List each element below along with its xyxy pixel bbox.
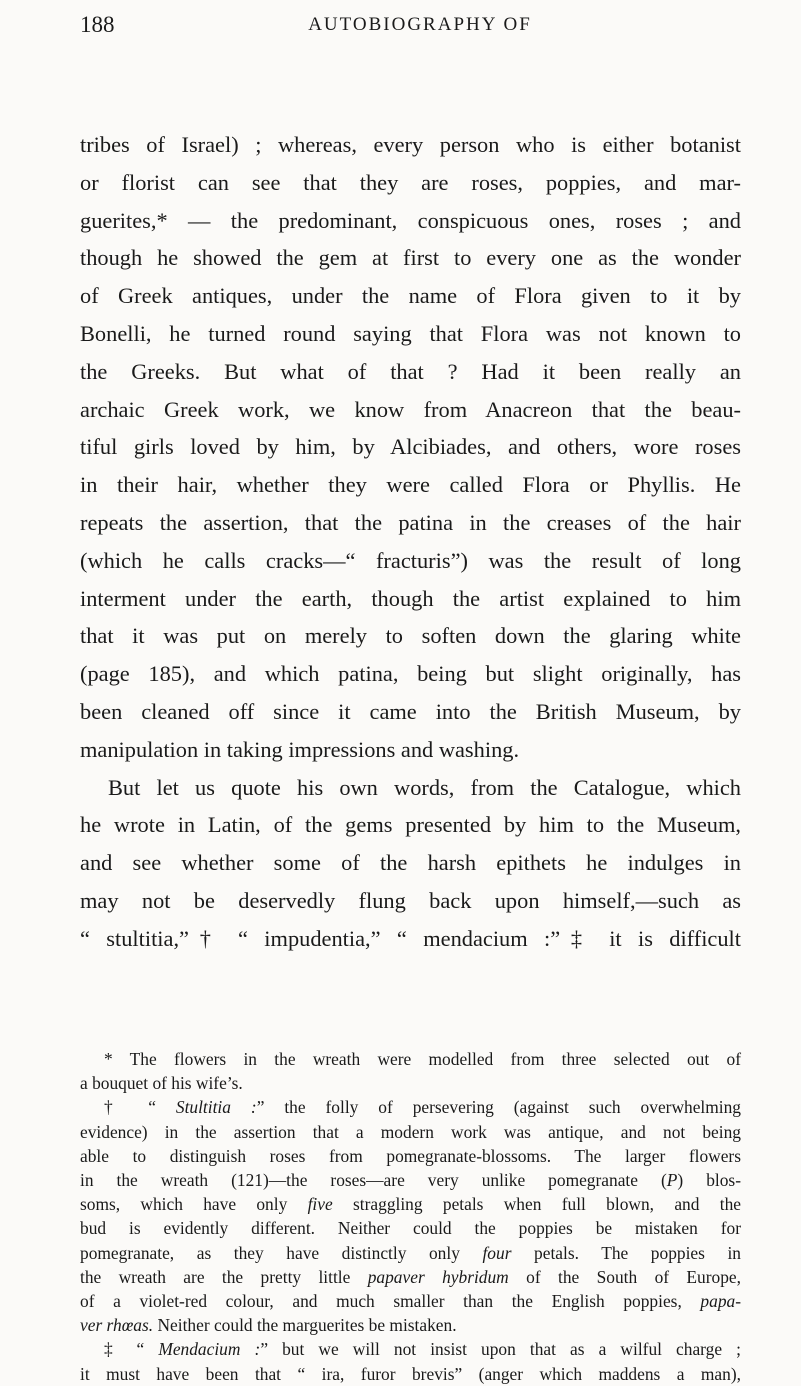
text-line: that it was put on merely to soften down the glaring white xyxy=(80,623,741,649)
text-line: or florist can see that they are roses, poppies, and mar- xyxy=(80,169,741,195)
footnote-italic: P xyxy=(666,1170,678,1191)
paragraph-1 xyxy=(80,126,741,769)
text-line: of Greek antiques, under the name of Flora given to it by xyxy=(80,283,741,309)
footnote-text: in the wreath (121)—the roses—are very unlike pomegranate ( xyxy=(80,1170,667,1191)
footnote-italic: papaver hybridum xyxy=(367,1266,509,1287)
footnote-line xyxy=(80,1095,741,1119)
main-text xyxy=(80,126,741,958)
footnote-double-dagger xyxy=(80,1337,741,1385)
footnote-line xyxy=(80,1168,741,1192)
footnote-text: straggling petals when full blown, and the xyxy=(332,1194,741,1215)
text-line: may not be deservedly flung back upon himself,—such as xyxy=(80,887,741,913)
footnote-italic: four xyxy=(482,1242,512,1263)
footnotes xyxy=(80,1047,741,1386)
footnote-italic: papa- xyxy=(700,1291,741,1312)
text-line: (page 185), and which patina, being but slight originally, has xyxy=(80,661,741,687)
text-line: and see whether some of the harsh epithets he indulges in xyxy=(80,850,741,876)
quote-open: ‡ “ xyxy=(104,1339,159,1360)
footnote-text: ” but we will not insist upon that as a wilful charge ; xyxy=(260,1339,741,1360)
footnote-text: pomegranate, as they have distinctly only xyxy=(80,1242,483,1263)
text-line: though he showed the gem at first to every one as the wonder xyxy=(80,245,741,271)
footnote-dagger xyxy=(80,1095,741,1337)
footnote-text: Neither could the marguerites be mistaken. xyxy=(153,1315,457,1336)
paragraph-2 xyxy=(80,769,741,958)
text-line: (which he calls cracks—“ fracturis”) was the result of long xyxy=(80,547,741,573)
footnote-term: Mendacium : xyxy=(158,1339,261,1360)
text-line: archaic Greek work, we know from Anacreon that the beau- xyxy=(80,396,741,422)
text-line: the Greeks. But what of that ? Had it been really an xyxy=(80,358,741,384)
footnote-italic: five xyxy=(307,1194,333,1215)
footnote-line xyxy=(80,1192,741,1216)
footnote-line xyxy=(80,1265,741,1289)
footnote-italic: ver rhœas. xyxy=(80,1315,154,1336)
footnote-line xyxy=(80,1313,741,1337)
footnote-asterisk xyxy=(80,1047,741,1095)
footnote-text: the wreath are the pretty little xyxy=(80,1266,368,1287)
footnote-text: of the South of Europe, xyxy=(508,1266,741,1287)
page-header xyxy=(80,12,740,46)
text-line: tribes of Israel) ; whereas, every person who is either botanist xyxy=(80,132,741,157)
footnote-text: of a violet-red colour, and much smaller than the English poppies, xyxy=(80,1291,701,1312)
footnote-text: petals. The poppies in xyxy=(511,1242,741,1263)
footnote-line xyxy=(80,1337,741,1361)
footnote-line: able to distinguish roses from pomegranate-blossoms. The larger flowers xyxy=(80,1145,741,1166)
footnote-line xyxy=(80,1289,741,1313)
text-line: But let us quote his own words, from the Catalogue, which xyxy=(108,774,741,800)
text-line: Bonelli, he turned round saying that Flora was not known to xyxy=(80,320,741,346)
footnote-text: ” the folly of persevering (against such overwhelming xyxy=(256,1097,742,1118)
text-line: in their hair, whether they were called Flora or Phyllis. He xyxy=(80,472,741,498)
text-line: tiful girls loved by him, by Alcibiades, and others, wore roses xyxy=(80,434,741,460)
running-head: AUTOBIOGRAPHY OF xyxy=(308,14,532,35)
page-number: 188 xyxy=(80,12,115,37)
footnote-term: Stultitia : xyxy=(175,1097,257,1118)
text-line: interment under the earth, though the artist explained to him xyxy=(80,585,741,611)
footnote-line: * The flowers in the wreath were modelled from three selected out of xyxy=(104,1049,741,1069)
footnote-text: ) blos- xyxy=(677,1170,741,1191)
text-line: “ stultitia,”† “ impudentia,” “ mendacium :”‡ it is difficult xyxy=(80,925,741,951)
footnote-line: evidence) in the assertion that a modern work was antique, and not being xyxy=(80,1121,741,1142)
quote-open: † “ xyxy=(104,1097,176,1118)
text-line: guerites,* — the predominant, conspicuous ones, roses ; and xyxy=(80,207,741,233)
text-line: he wrote in Latin, of the gems presented by him to the Museum, xyxy=(80,812,741,838)
footnote-line: it must have been that “ ira, furor brevis” (anger which maddens a man), xyxy=(80,1363,741,1384)
footnote-text: soms, which have only xyxy=(80,1194,308,1215)
text-line: repeats the assertion, that the patina in the creases of the hair xyxy=(80,509,741,535)
footnote-line: bud is evidently different. Neither could the poppies be mistaken for xyxy=(80,1218,741,1239)
footnote-line: a bouquet of his wife’s. xyxy=(80,1073,243,1094)
text-line: manipulation in taking impressions and washing. xyxy=(80,736,520,762)
footnote-line xyxy=(80,1241,741,1265)
text-line: been cleaned off since it came into the British Museum, by xyxy=(80,698,741,724)
